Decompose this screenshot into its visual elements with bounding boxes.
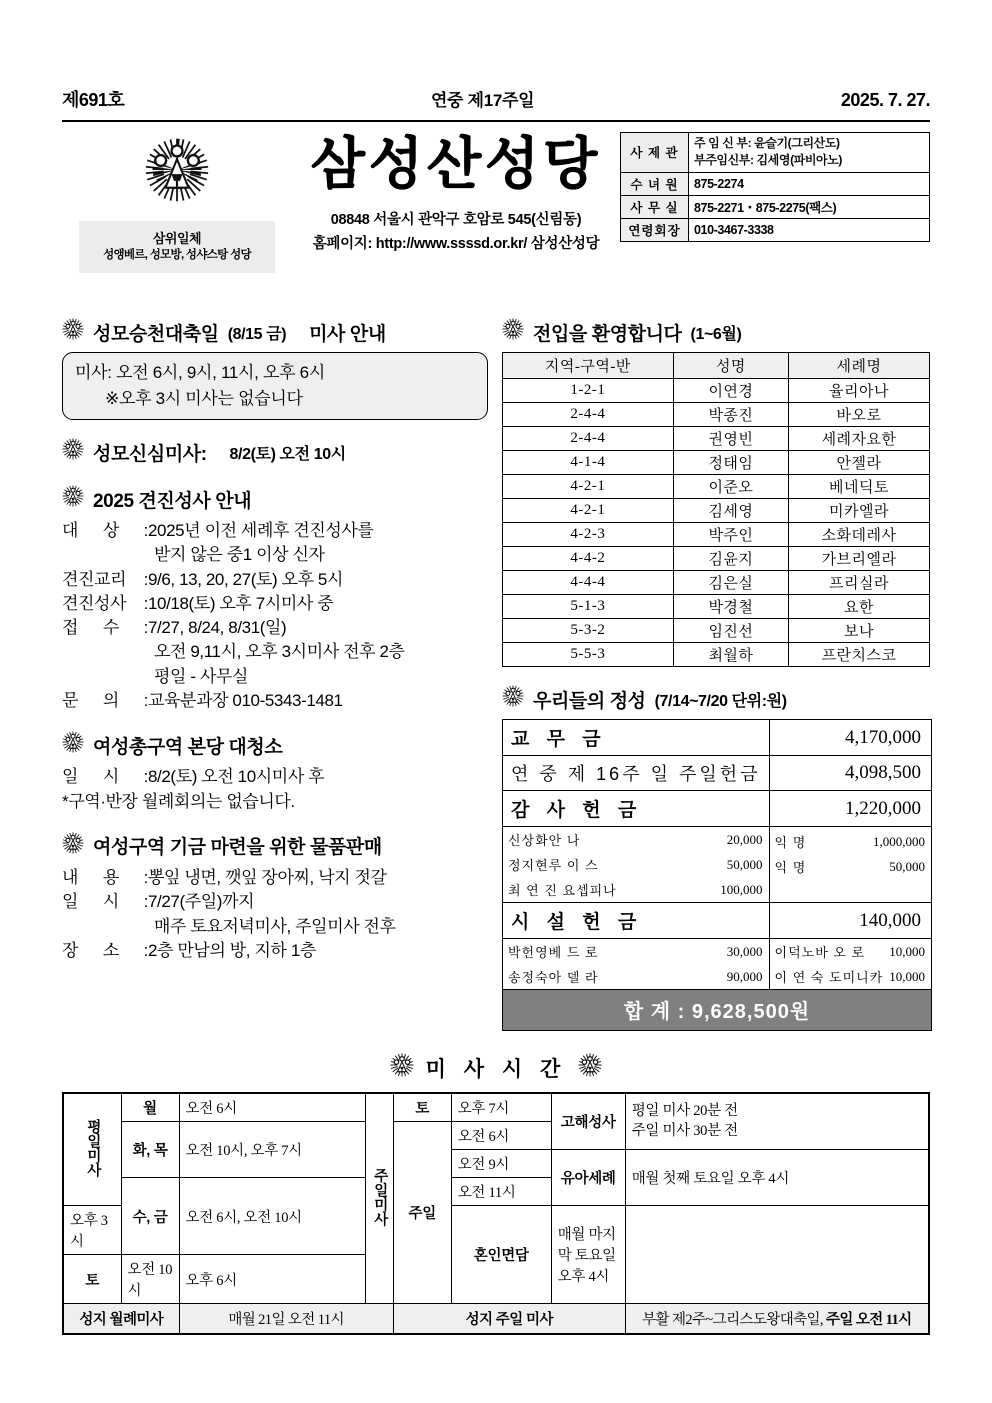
donor-amount: 50,000 <box>889 858 926 874</box>
offering-label-dues: 교 무 금 <box>503 720 770 756</box>
service-label-infant-baptism: 유아세례 <box>551 1150 625 1206</box>
weekday-mass-label: 평일미사 <box>63 1093 121 1206</box>
offering-label-sunday: 연 중 제 16주 일 주일헌금 <box>503 756 770 791</box>
detail-continuation: 받지 않은 중1 이상 신자 <box>154 545 325 565</box>
shrine-sunday-value <box>625 1304 929 1335</box>
header-divider <box>62 120 930 122</box>
cell-baptismal-name: 소화데레사 <box>789 523 930 547</box>
thanks-details-left <box>503 827 770 903</box>
table-row <box>503 903 932 939</box>
table-row <box>503 403 930 427</box>
confirmation-details <box>62 519 488 713</box>
cell-district: 5-1-3 <box>503 595 674 619</box>
donor-row <box>503 852 769 877</box>
bullet-emblem-icon <box>390 1053 414 1083</box>
bullet-emblem-icon <box>62 832 84 860</box>
detail-row <box>62 939 488 963</box>
cell-baptismal-name: 바오로 <box>789 403 930 427</box>
cell-baptismal-name: 프리실라 <box>789 571 930 595</box>
donor-name: 송정숙아 델 라 <box>508 970 599 985</box>
key-part-1: 접 <box>62 618 79 638</box>
heading-sub: (8/15 금) <box>227 325 287 343</box>
detail-key <box>62 765 148 789</box>
donor-row-empty <box>770 879 932 900</box>
heading-main: 2025 견진성사 안내 <box>93 490 252 512</box>
emblem-column <box>62 132 292 292</box>
heading-tail: 미사 안내 <box>309 323 386 345</box>
cell-baptismal-name: 율리아나 <box>789 379 930 403</box>
key-part-2: 의 <box>102 691 119 711</box>
contact-label: 사 무 실 <box>621 195 689 218</box>
cell-district: 5-3-2 <box>503 619 674 643</box>
mass-schedule-title <box>62 1053 930 1083</box>
contact-label: 연령회장 <box>621 218 689 241</box>
trinity-box <box>79 221 275 273</box>
table-row <box>503 379 930 403</box>
shrine-monthly-value: 매월 21일 오전 11시 <box>179 1304 393 1335</box>
key-part-2: 상 <box>102 521 119 540</box>
bullet-emblem-icon <box>502 685 524 713</box>
donor-amount: 10,000 <box>889 968 926 984</box>
facility-details-left <box>503 939 770 990</box>
service-label-marriage: 혼인면담 <box>451 1206 551 1304</box>
key-part-1: 일 <box>62 767 79 787</box>
mass-title-text: 미 사 시 간 <box>425 1058 567 1081</box>
bullet-emblem-icon <box>502 318 524 346</box>
donor-amount: 30,000 <box>726 943 763 959</box>
heading-sub: 8/2(토) 오전 10시 <box>229 445 346 463</box>
sunday-time: 오전 9시 <box>451 1150 551 1178</box>
table-row <box>503 720 932 756</box>
section-heading-assumption <box>62 318 488 346</box>
column-header-name: 성명 <box>673 353 788 379</box>
key-part-1: 장 <box>62 940 79 960</box>
donor-amount: 10,000 <box>889 943 926 959</box>
heading-sub: (7/14~7/20 단위:원) <box>654 692 787 710</box>
sunday-time: 오전 11시 <box>451 1178 551 1206</box>
shrine-sunday-label: 성지 주일 미사 <box>393 1304 625 1335</box>
cell-district: 2-4-4 <box>503 403 674 427</box>
donor-amount: 20,000 <box>726 831 763 847</box>
detail-row <box>62 568 488 592</box>
new-members-table <box>502 352 930 667</box>
table-row <box>503 523 930 547</box>
donor-name: 정지현루 이 스 <box>508 858 599 873</box>
offering-amount-dues: 4,170,000 <box>769 720 932 756</box>
donor-row <box>770 829 932 854</box>
weekday-times: 오전 10시 <box>121 1255 179 1304</box>
thanks-details-right <box>769 827 932 903</box>
section-heading-confirmation <box>62 485 488 513</box>
detail-key <box>62 616 148 640</box>
left-column <box>62 318 502 1031</box>
cell-baptismal-name: 미카엘라 <box>789 499 930 523</box>
donor-name: 이덕노바 오 로 <box>774 945 866 960</box>
donor-amount: 50,000 <box>726 856 763 872</box>
heading-main: 여성구역 기금 마련을 위한 물품판매 <box>93 837 382 859</box>
cell-name: 권영빈 <box>673 427 788 451</box>
shrine-monthly-label: 성지 월례미사 <box>63 1304 179 1335</box>
contact-value <box>689 133 930 173</box>
cleaning-note: *구역·반장 월례회의는 없습니다. <box>62 791 295 811</box>
donor-name: 이 연 숙 도미니카 <box>774 970 884 985</box>
key-part-2: 시 <box>102 767 119 787</box>
offering-amount-sunday: 4,098,500 <box>769 756 932 791</box>
table-row <box>503 427 930 451</box>
facility-details-right <box>769 939 932 990</box>
cell-name: 김세영 <box>673 499 788 523</box>
detail-row <box>62 689 488 713</box>
church-homepage[interactable]: 홈페이지: http://www.ssssd.or.kr/ 삼성산성당 <box>312 236 600 252</box>
donor-amount: 1,000,000 <box>873 833 926 849</box>
cell-district: 4-4-2 <box>503 547 674 571</box>
trinity-title: 삼위일체 <box>152 231 202 246</box>
saturday-day: 토 <box>393 1093 451 1122</box>
heading-main: 여성총구역 본당 대청소 <box>93 736 283 758</box>
table-row <box>503 619 930 643</box>
offering-label-facility: 시 설 헌 금 <box>503 903 770 939</box>
heading-main: 성모승천대축일 <box>93 323 219 345</box>
cell-baptismal-name: 프란치스코 <box>789 643 930 667</box>
detail-value: 9/6, 13, 20, 27(토) 오후 5시 <box>148 569 344 589</box>
cell-district: 4-4-4 <box>503 571 674 595</box>
table-header-row <box>503 353 930 379</box>
heading-sub: (1~6월) <box>690 325 742 343</box>
cell-district: 4-1-4 <box>503 451 674 475</box>
donor-name: 박헌영베 드 로 <box>508 945 599 960</box>
cell-name: 박종진 <box>673 403 788 427</box>
service-label-confession: 고해성사 <box>551 1093 625 1150</box>
donor-row <box>503 827 769 852</box>
cell-name: 정태임 <box>673 451 788 475</box>
detail-continuation: 오전 9,11시, 오후 3시미사 전후 2층 <box>154 642 405 662</box>
issue-number: 제691호 <box>62 90 125 110</box>
offering-label-thanks: 감 사 헌 금 <box>503 791 770 827</box>
key-part-2: 시 <box>102 892 119 912</box>
section-heading-cleaning <box>62 731 488 759</box>
detail-key <box>62 689 148 713</box>
cell-district: 2-4-4 <box>503 427 674 451</box>
sale-details <box>62 866 488 963</box>
weekday-day: 수, 금 <box>121 1178 179 1255</box>
cell-baptismal-name: 요한 <box>789 595 930 619</box>
masthead <box>62 0 930 112</box>
detail-key <box>62 568 148 592</box>
table-row <box>503 756 932 791</box>
table-row <box>63 1304 929 1335</box>
detail-continuation: 매주 토요저녁미사, 주일미사 전후 <box>154 916 396 936</box>
detail-key <box>62 866 148 890</box>
assistant-pastor-name: 부주임신부: 김세영(파비아노) <box>694 153 843 168</box>
key-part-2: 소 <box>102 940 119 960</box>
cell-name: 박주인 <box>673 523 788 547</box>
key-part-2: 수 <box>102 618 119 638</box>
mass-times-line: 미사: 오전 6시, 9시, 11시, 오후 6시 <box>75 363 325 382</box>
table-row <box>503 595 930 619</box>
donor-row <box>770 854 932 879</box>
content-columns <box>62 318 930 1031</box>
key-part-2: 용 <box>102 867 119 887</box>
table-row <box>503 547 930 571</box>
table-row <box>503 643 930 667</box>
trinity-subtitle: 성앵베르, 성모방, 성샤스탕 성당 <box>103 248 251 261</box>
bullet-emblem-icon <box>62 731 84 759</box>
donor-row <box>770 939 932 964</box>
mass-note-line: ※오후 3시 미사는 없습니다 <box>105 388 303 408</box>
donor-row <box>770 964 932 989</box>
offering-amount-thanks: 1,220,000 <box>769 791 932 827</box>
sunday-mass-label: 주일미사 <box>365 1093 393 1304</box>
weekday-day: 월 <box>121 1093 179 1122</box>
detail-value: 7/27, 8/24, 8/31(일) <box>148 618 287 638</box>
cell-baptismal-name: 안젤라 <box>789 451 930 475</box>
key-part-1: 일 <box>62 892 79 912</box>
shrine-sunday-period: 부활 제2주~그리스도왕대축일, <box>642 1312 826 1328</box>
donor-amount-empty <box>835 879 931 900</box>
donor-row <box>503 939 769 964</box>
donor-name: 최 연 진 요셉피나 <box>508 883 617 898</box>
church-title-column <box>292 132 620 292</box>
donor-name-empty <box>770 879 835 900</box>
table-row <box>503 990 932 1031</box>
detail-key <box>62 592 148 616</box>
contact-value: 875-2271・875-2275(팩스) <box>689 195 930 218</box>
detail-key <box>62 519 148 543</box>
weekday-times: 오전 10시, 오후 7시 <box>179 1122 365 1178</box>
cell-name: 임진선 <box>673 619 788 643</box>
detail-row <box>62 592 488 616</box>
offering-amount-facility: 140,000 <box>769 903 932 939</box>
table-row <box>503 827 932 903</box>
table-row <box>621 172 930 195</box>
section-heading-devotion <box>62 438 488 466</box>
identity-block <box>62 132 930 292</box>
weekday-times: 오전 6시, 오전 10시 <box>179 1178 365 1255</box>
donor-name: 신상화안 나 <box>508 833 581 848</box>
detail-value: 뽕잎 냉면, 깻잎 장아찌, 낙지 젓갈 <box>148 867 387 887</box>
heading-main: 전입을 환영합니다 <box>533 323 682 345</box>
cell-district: 4-2-3 <box>503 523 674 547</box>
table-row <box>503 791 932 827</box>
contact-table <box>620 132 930 242</box>
offering-table <box>502 719 932 1031</box>
donor-row <box>503 964 769 989</box>
detail-row <box>62 616 488 640</box>
mass-schedule-table <box>62 1092 930 1335</box>
cell-name: 이준오 <box>673 475 788 499</box>
donor-name: 익 명 <box>774 835 807 850</box>
table-row <box>621 133 930 173</box>
bullet-emblem-icon <box>62 318 84 346</box>
detail-row <box>62 890 488 914</box>
contact-label: 사 제 관 <box>621 133 689 173</box>
cell-district: 5-5-3 <box>503 643 674 667</box>
contact-label: 수 녀 원 <box>621 172 689 195</box>
confession-weekday: 평일 미사 20분 전 <box>631 1102 738 1119</box>
cell-name: 김윤지 <box>673 547 788 571</box>
service-value-confession <box>625 1093 929 1150</box>
section-heading-sale <box>62 832 488 860</box>
donor-row <box>503 877 769 902</box>
church-emblem-icon <box>143 136 211 209</box>
table-row <box>621 195 930 218</box>
assumption-mass-box <box>62 352 488 420</box>
sunday-day: 주일 <box>393 1122 451 1304</box>
service-value-marriage: 매월 마지막 토요일 오후 4시 <box>551 1206 625 1304</box>
detail-row <box>62 765 488 789</box>
cell-name: 박경철 <box>673 595 788 619</box>
table-row <box>503 939 932 990</box>
key-part-1: 대 <box>62 521 79 540</box>
detail-row <box>62 866 488 890</box>
pastor-name: 주 임 신 부: 윤슬기(그리산도) <box>694 136 840 150</box>
cell-baptismal-name: 보나 <box>789 619 930 643</box>
cell-baptismal-name: 세례자요한 <box>789 427 930 451</box>
liturgical-season: 연중 제17주일 <box>430 91 535 110</box>
detail-key <box>62 939 148 963</box>
offering-total: 합 계 : 9,628,500원 <box>503 990 932 1031</box>
column-header-district: 지역-구역-반 <box>503 353 674 379</box>
sunday-time: 오후 6시 <box>179 1255 365 1304</box>
shrine-sunday-time: 주일 오전 11시 <box>825 1312 912 1328</box>
detail-value: 7/27(주일)까지 <box>148 892 255 912</box>
contact-value: 010-3467-3338 <box>689 218 930 241</box>
table-row <box>503 571 930 595</box>
heading-main: 우리들의 정성 <box>533 690 646 712</box>
cell-name: 최월하 <box>673 643 788 667</box>
service-value-infant-baptism: 매월 첫째 토요일 오후 4시 <box>625 1150 929 1206</box>
bullet-emblem-icon <box>578 1053 602 1083</box>
cell-district: 4-2-1 <box>503 475 674 499</box>
key-part-1: 견진성사 <box>62 593 127 613</box>
heading-main: 성모신심미사: <box>93 443 207 465</box>
cell-name: 김은실 <box>673 571 788 595</box>
detail-row <box>62 519 488 543</box>
right-column <box>502 318 930 1031</box>
detail-value: 교육분과장 010-5343-1481 <box>148 691 343 711</box>
detail-value: 2025년 이전 세례후 견진성사를 <box>148 521 374 540</box>
section-heading-offering <box>502 685 930 713</box>
detail-value: 10/18(토) 오후 7시미사 중 <box>148 593 334 613</box>
donor-name: 익 명 <box>774 860 807 875</box>
donor-amount: 100,000 <box>720 881 763 897</box>
weekday-day: 토 <box>63 1255 121 1304</box>
table-row <box>621 218 930 241</box>
cleaning-details <box>62 765 488 814</box>
key-part-1: 내 <box>62 867 79 887</box>
section-heading-new-members <box>502 318 930 346</box>
sunday-time: 오전 6시 <box>451 1122 551 1150</box>
bullet-emblem-icon <box>62 485 84 513</box>
key-part-1: 문 <box>62 691 79 711</box>
publication-date: 2025. 7. 27. <box>840 90 930 110</box>
confession-sunday: 주일 미사 30분 전 <box>631 1122 738 1139</box>
sunday-time: 오후 3시 <box>63 1206 121 1255</box>
cell-baptismal-name: 베네딕토 <box>789 475 930 499</box>
detail-value: 8/2(토) 오전 10시미사 후 <box>148 767 325 787</box>
detail-continuation: 평일 - 사무실 <box>154 666 249 686</box>
cell-district: 4-2-1 <box>503 499 674 523</box>
weekday-day: 화, 목 <box>121 1122 179 1178</box>
column-header-baptismal-name: 세례명 <box>789 353 930 379</box>
cell-district: 1-2-1 <box>503 379 674 403</box>
donor-amount: 90,000 <box>726 968 763 984</box>
detail-value: 2층 만남의 방, 지하 1층 <box>148 940 316 960</box>
weekday-times: 오전 6시 <box>179 1093 365 1122</box>
saturday-time: 오후 7시 <box>451 1093 551 1122</box>
church-address: 08848 서울시 관악구 호암로 545(신림동) <box>330 212 582 228</box>
bullet-emblem-icon <box>62 438 84 466</box>
cell-name: 이연경 <box>673 379 788 403</box>
table-row <box>63 1093 929 1122</box>
table-row <box>503 451 930 475</box>
church-name: 삼성산성당 <box>310 132 602 195</box>
detail-key <box>62 890 148 914</box>
cell-baptismal-name: 가브리엘라 <box>789 547 930 571</box>
table-row <box>503 475 930 499</box>
table-row <box>503 499 930 523</box>
contact-value: 875-2274 <box>689 172 930 195</box>
key-part-1: 견진교리 <box>62 569 127 589</box>
